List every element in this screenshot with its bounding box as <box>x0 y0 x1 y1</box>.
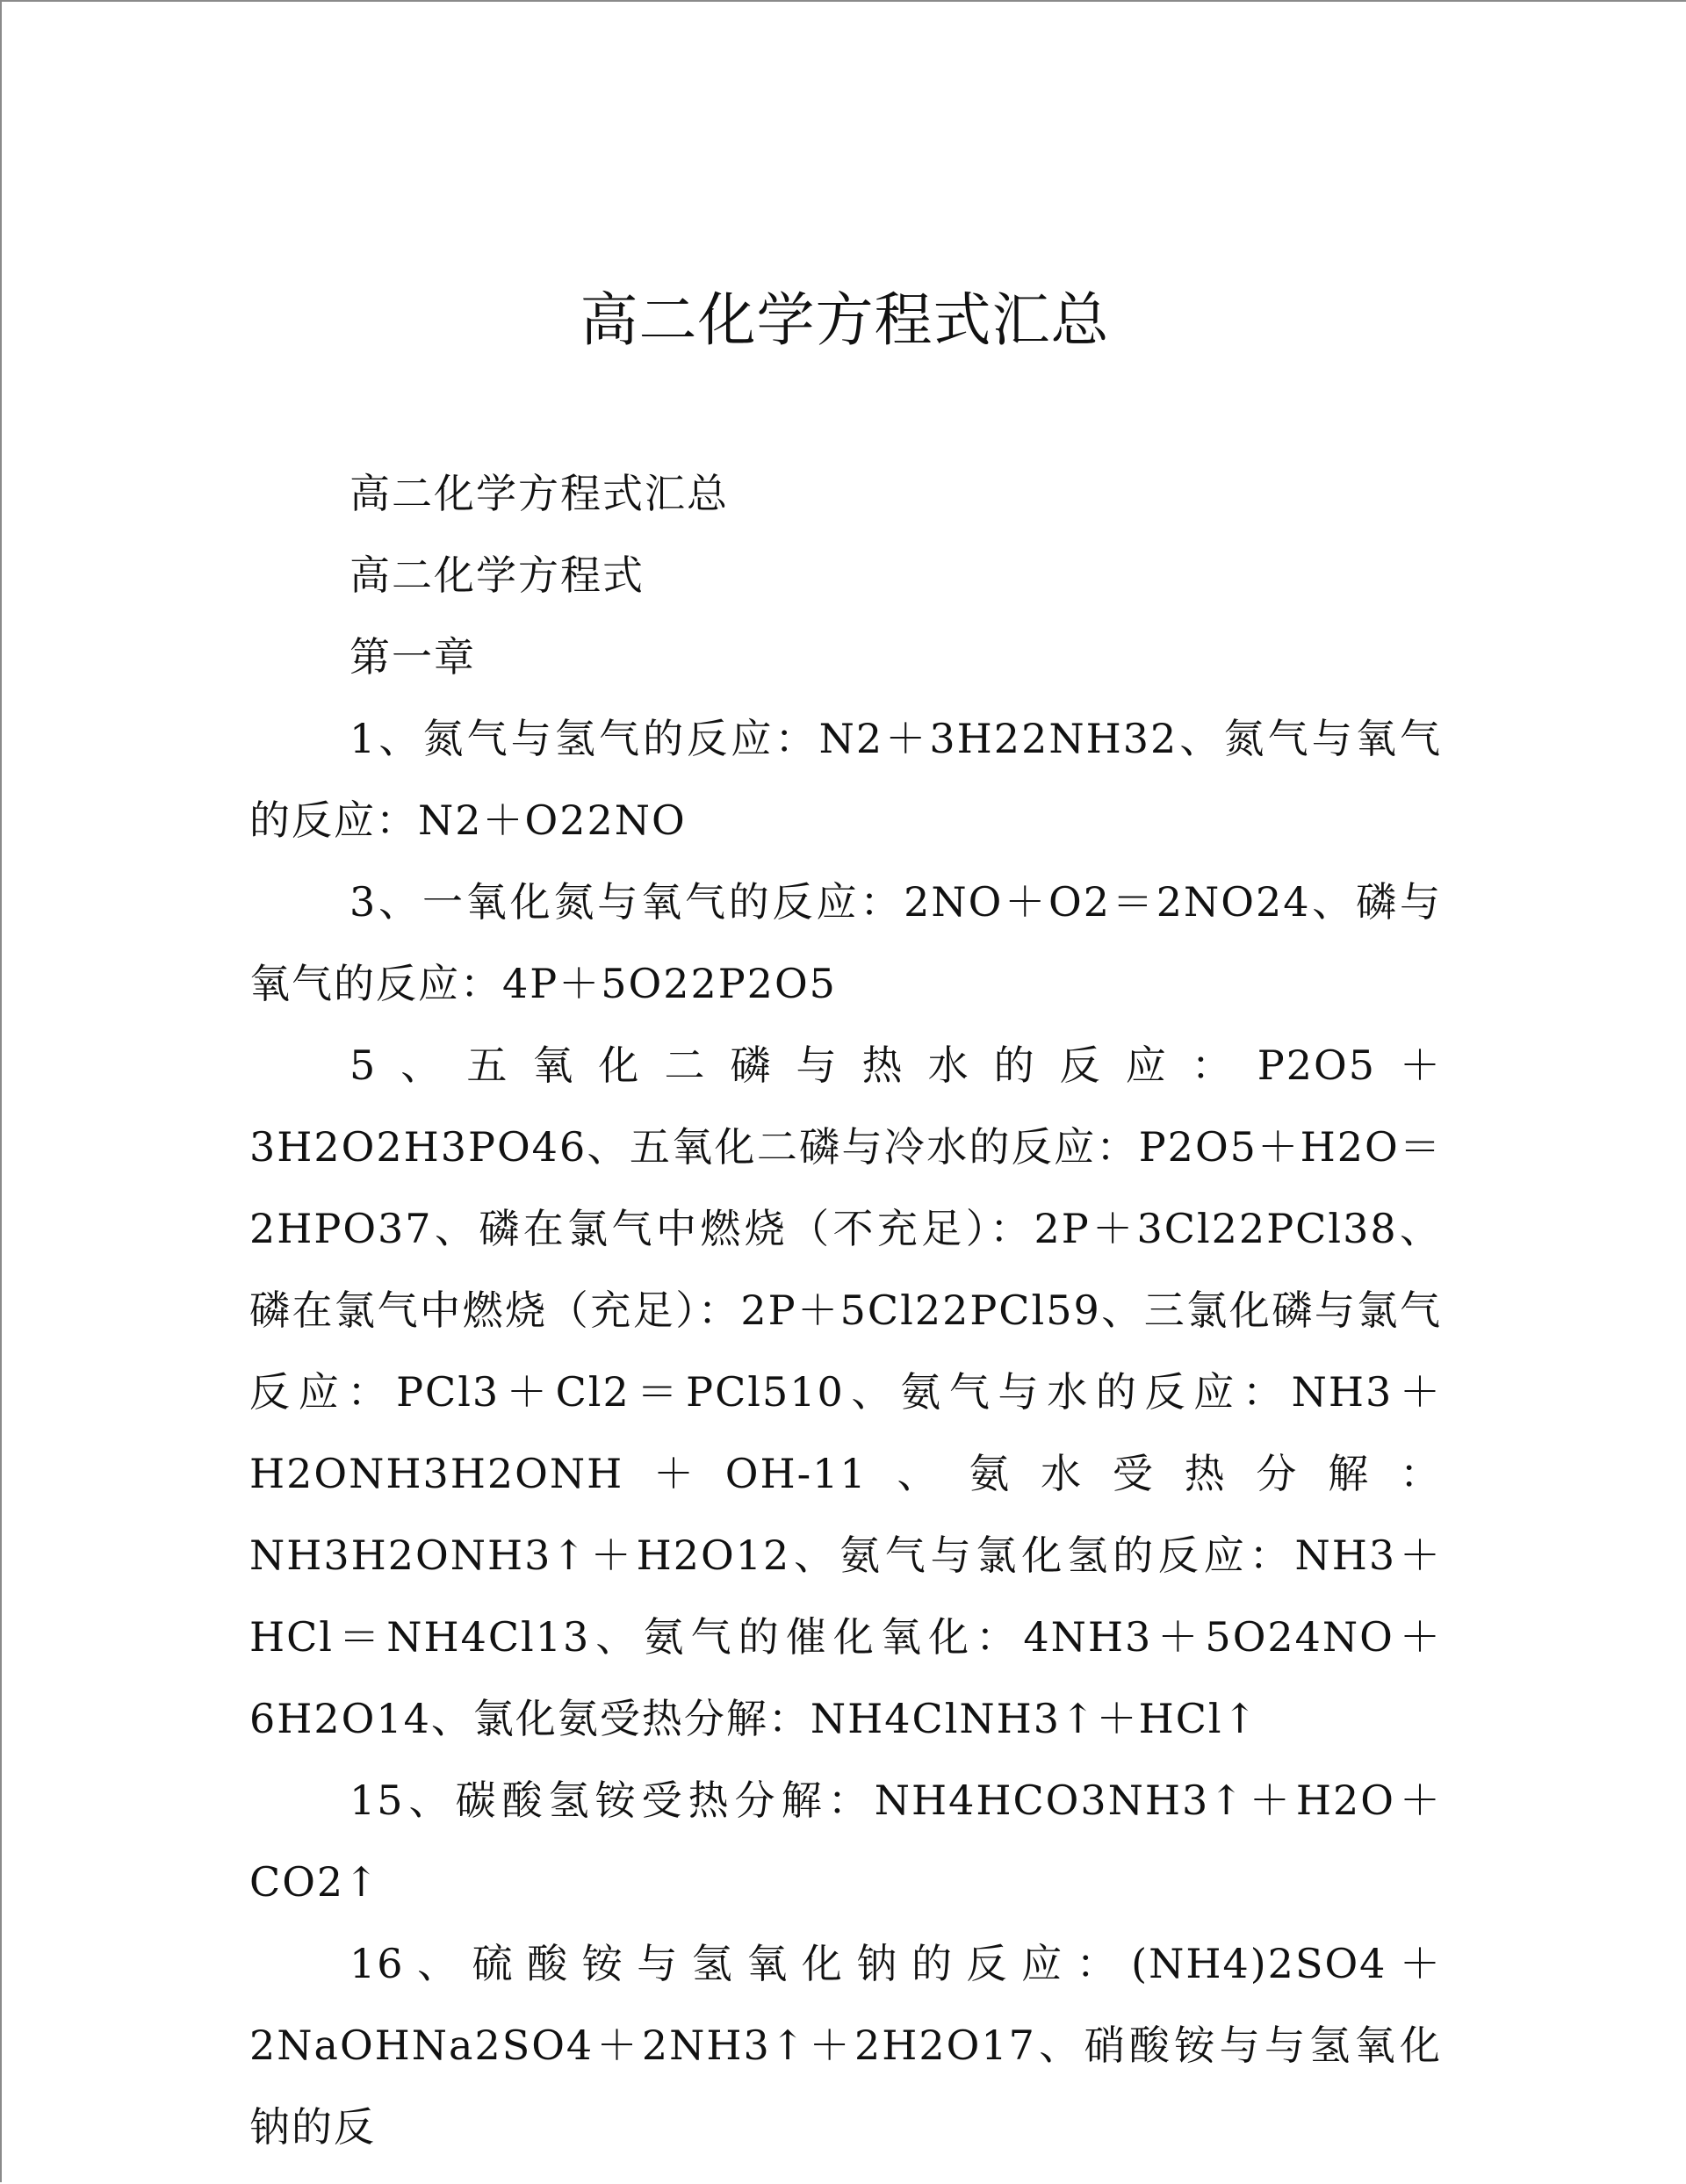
paragraph-equation-15: 15、碳酸氢铵受热分解：NH4HCO3NH3↑＋H2O＋CO2↑ <box>249 1777 1442 1906</box>
document-title: 高二化学方程式汇总 <box>580 286 1110 354</box>
paragraph-equations-5-14: 5、五氧化二磷与热水的反应：P2O5＋3H2O2H3PO46、五氧化二磷与冷水的反应：P2O5＋H2O＝2HPO37、磷在氯气中燃烧（不充足）：2P＋3Cl22PCl38、磷在氯气中燃烧（充足）：2P＋5Cl22PCl59、三氯化磷与氯气反应：PCl3＋Cl2＝PCl510、氨气与水的反应：NH3＋H2ONH3H2ONH＋OH-11、氨水受热分解：NH3H2ONH3↑＋H2O12、氨气与氯化氢的反应：NH3＋HCl＝NH4Cl13、氨气的催化氧化：4NH3＋5O24NO＋6H2O14、氯化氨受热分解：NH4ClNH3↑＋HCl↑ <box>249 1042 1442 1742</box>
paragraph-equations-16-17: 16、硫酸铵与氢氧化钠的反应：(NH4)2SO4＋2NaOHNa2SO4＋2NH3↑＋2H2O17、硝酸铵与与氢氧化钠的反 <box>249 1940 1442 2151</box>
paragraph-equations-1-2: 1、氮气与氢气的反应：N2＋3H22NH32、氮气与氧气的反应：N2＋O22NO <box>249 715 1442 844</box>
paragraph-equations-3-4: 3、一氧化氮与氧气的反应：2NO＋O2＝2NO24、磷与氧气的反应：4P＋5O22P2O5 <box>249 878 1442 1007</box>
paragraph-heading: 高二化学方程式 <box>349 551 645 599</box>
document-body <box>249 453 1442 2168</box>
paragraph-subtitle: 高二化学方程式汇总 <box>349 470 729 517</box>
paragraph-chapter: 第一章 <box>349 633 476 681</box>
document-page <box>2 2 1686 2184</box>
